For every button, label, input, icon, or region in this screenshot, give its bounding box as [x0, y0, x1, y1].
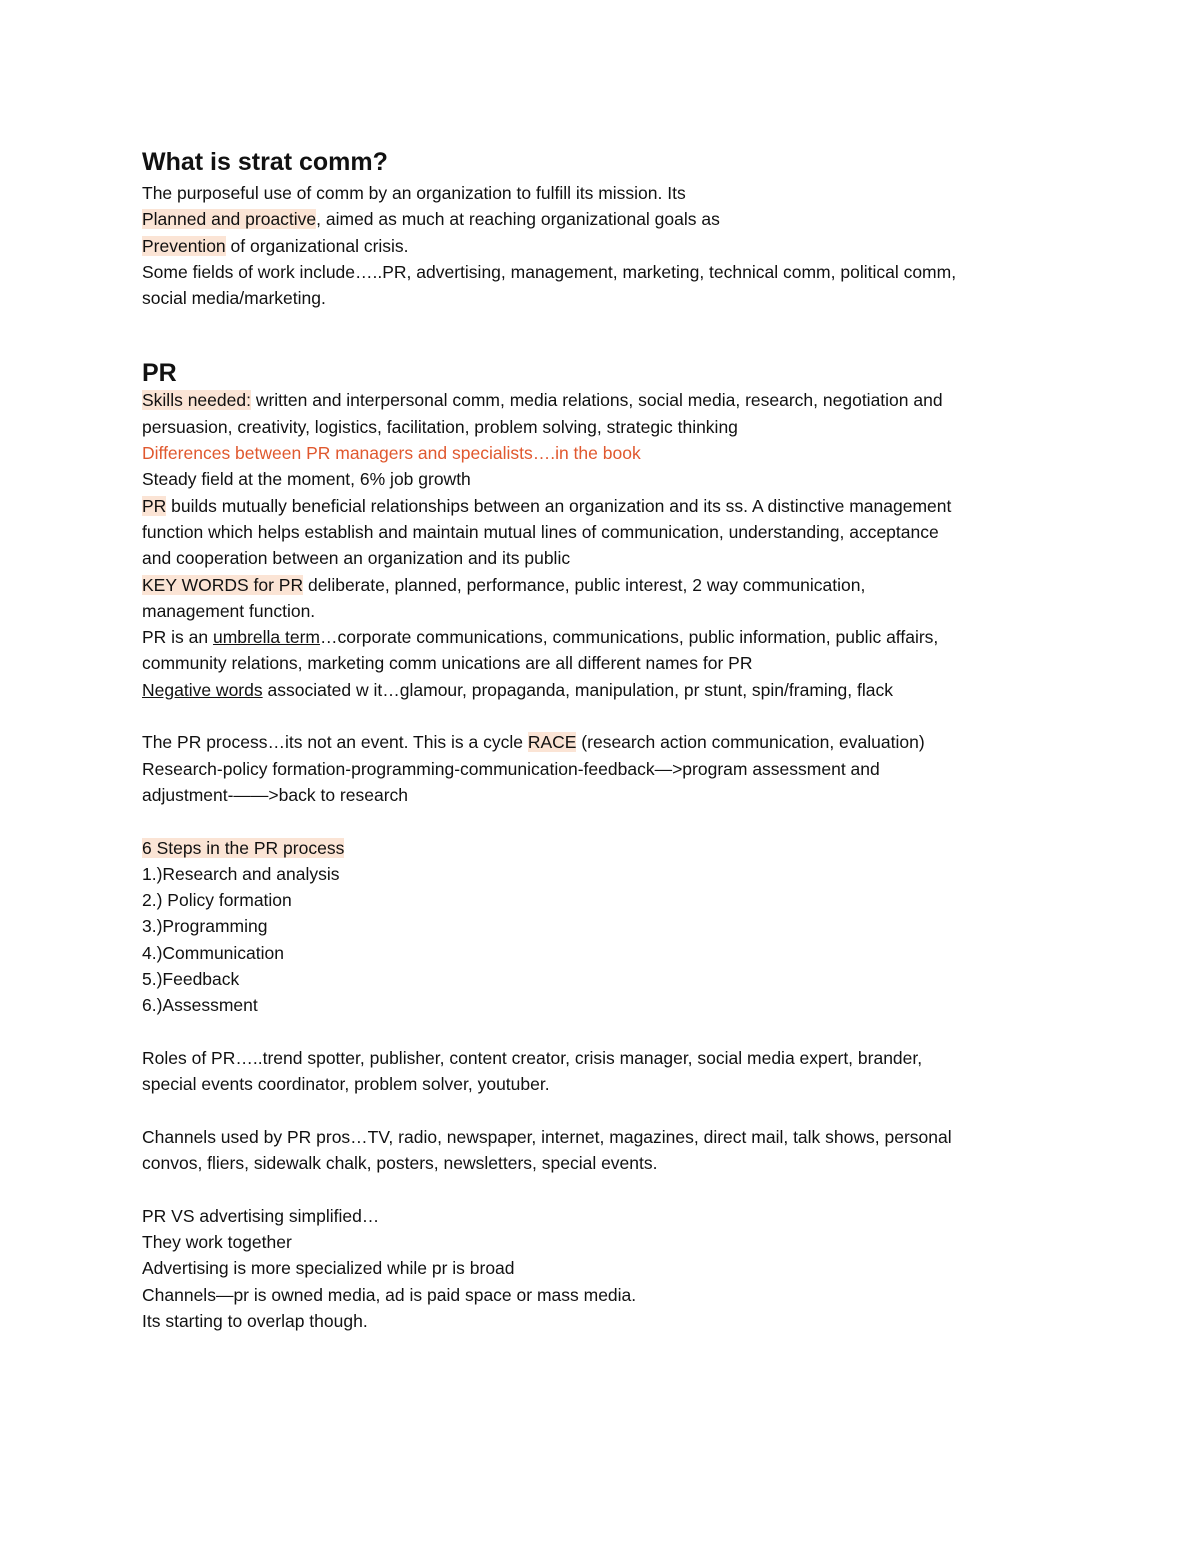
text-line: [142, 387, 1070, 413]
list-item: 6.)Assessment: [142, 995, 258, 1016]
list-item: 3.)Programming: [142, 916, 268, 937]
blank-line: [142, 1176, 1070, 1202]
text-line: The purposeful use of comm by an organization to fulfill its mission. Its: [142, 183, 686, 203]
text-line: [142, 677, 1070, 703]
list-item: 4.)Communication: [142, 942, 284, 963]
text-line: and cooperation between an organization and its public: [142, 548, 571, 569]
text-span: of organizational crisis.: [225, 235, 409, 256]
text-span: written and interpersonal comm, media relations, social media, research, negotiation and: [250, 390, 943, 411]
text-line: convos, fliers, sidewalk chalk, posters, newsletters, special events.: [142, 1153, 658, 1174]
text-line: They work together: [142, 1231, 292, 1252]
text-line: Channels used by PR pros…TV, radio, newspaper, internet, magazines, direct mail, talk shows, personal: [142, 1126, 952, 1147]
text-line: adjustment-——>back to research: [142, 784, 409, 805]
text-span: (research action communication, evaluation): [576, 732, 925, 753]
text-line: [142, 572, 1070, 598]
highlighted-text: Skills needed:: [142, 390, 251, 411]
text-line: [142, 835, 1070, 861]
text-line: management function.: [142, 600, 316, 621]
text-line: [142, 233, 1070, 259]
text-line: [142, 493, 1070, 519]
text-line: Its starting to overlap though.: [142, 1310, 368, 1331]
text-line: special events coordinator, problem solver, youtuber.: [142, 1074, 550, 1095]
highlighted-text: KEY WORDS for PR: [142, 574, 304, 595]
text-span: …corporate communications, communications, public information, public affairs,: [319, 627, 939, 648]
text-span: associated w it…glamour, propaganda, manipulation, pr stunt, spin/framing, flack: [262, 679, 893, 700]
text-line: [142, 624, 1070, 650]
highlighted-text: Planned and proactive: [142, 209, 317, 230]
text-line: social media/marketing.: [142, 288, 326, 309]
highlighted-text: RACE: [527, 732, 577, 753]
text-line: PR VS advertising simplified…: [142, 1205, 380, 1226]
text-line: function which helps establish and maintain mutual lines of communication, understanding, acceptance: [142, 521, 939, 542]
text-span: , aimed as much at reaching organizational goals as: [316, 209, 720, 230]
text-line: community relations, marketing comm unications are all different names for PR: [142, 653, 753, 674]
text-line: Channels—pr is owned media, ad is paid space or mass media.: [142, 1284, 637, 1305]
text-line: Steady field at the moment, 6% job growth: [142, 469, 471, 490]
text-line: [142, 729, 1070, 755]
blank-line: [142, 808, 1070, 834]
list-item: 5.)Feedback: [142, 969, 240, 990]
highlighted-text: 6 Steps in the PR process: [142, 837, 345, 858]
blank-line: [142, 703, 1070, 729]
text-line: Research-policy formation-programming-communication-feedback—>program assessment and: [142, 758, 880, 779]
heading-strat-comm: What is strat comm?: [142, 148, 388, 176]
blank-line: [142, 1019, 1070, 1045]
text-line: persuasion, creativity, logistics, facilitation, problem solving, strategic thinking: [142, 416, 738, 437]
text-line: [142, 206, 1070, 232]
text-line: Advertising is more specialized while pr is broad: [142, 1258, 515, 1279]
text-span: builds mutually beneficial relationships between an organization and its ss. A distinctive management: [166, 495, 952, 516]
highlighted-text: PR: [142, 495, 167, 516]
underlined-text: Negative words: [142, 679, 263, 700]
blank-line: [142, 1098, 1070, 1124]
underlined-text: umbrella term: [213, 627, 320, 648]
text-span: The PR process…its not an event. This is a cycle: [142, 732, 528, 753]
text-line: Some fields of work include…..PR, advertising, management, marketing, technical comm, political comm,: [142, 261, 957, 282]
text-line: Roles of PR…..trend spotter, publisher, content creator, crisis manager, social media expert, brander,: [142, 1047, 923, 1068]
list-item: 2.) Policy formation: [142, 890, 292, 911]
text-span: PR is an: [142, 627, 213, 648]
highlighted-text: Prevention: [142, 235, 226, 256]
list-item: 1.)Research and analysis: [142, 863, 340, 884]
red-text-line: Differences between PR managers and specialists….in the book: [142, 443, 641, 464]
text-span: deliberate, planned, performance, public interest, 2 way communication,: [303, 574, 866, 595]
heading-pr: PR: [142, 359, 177, 388]
